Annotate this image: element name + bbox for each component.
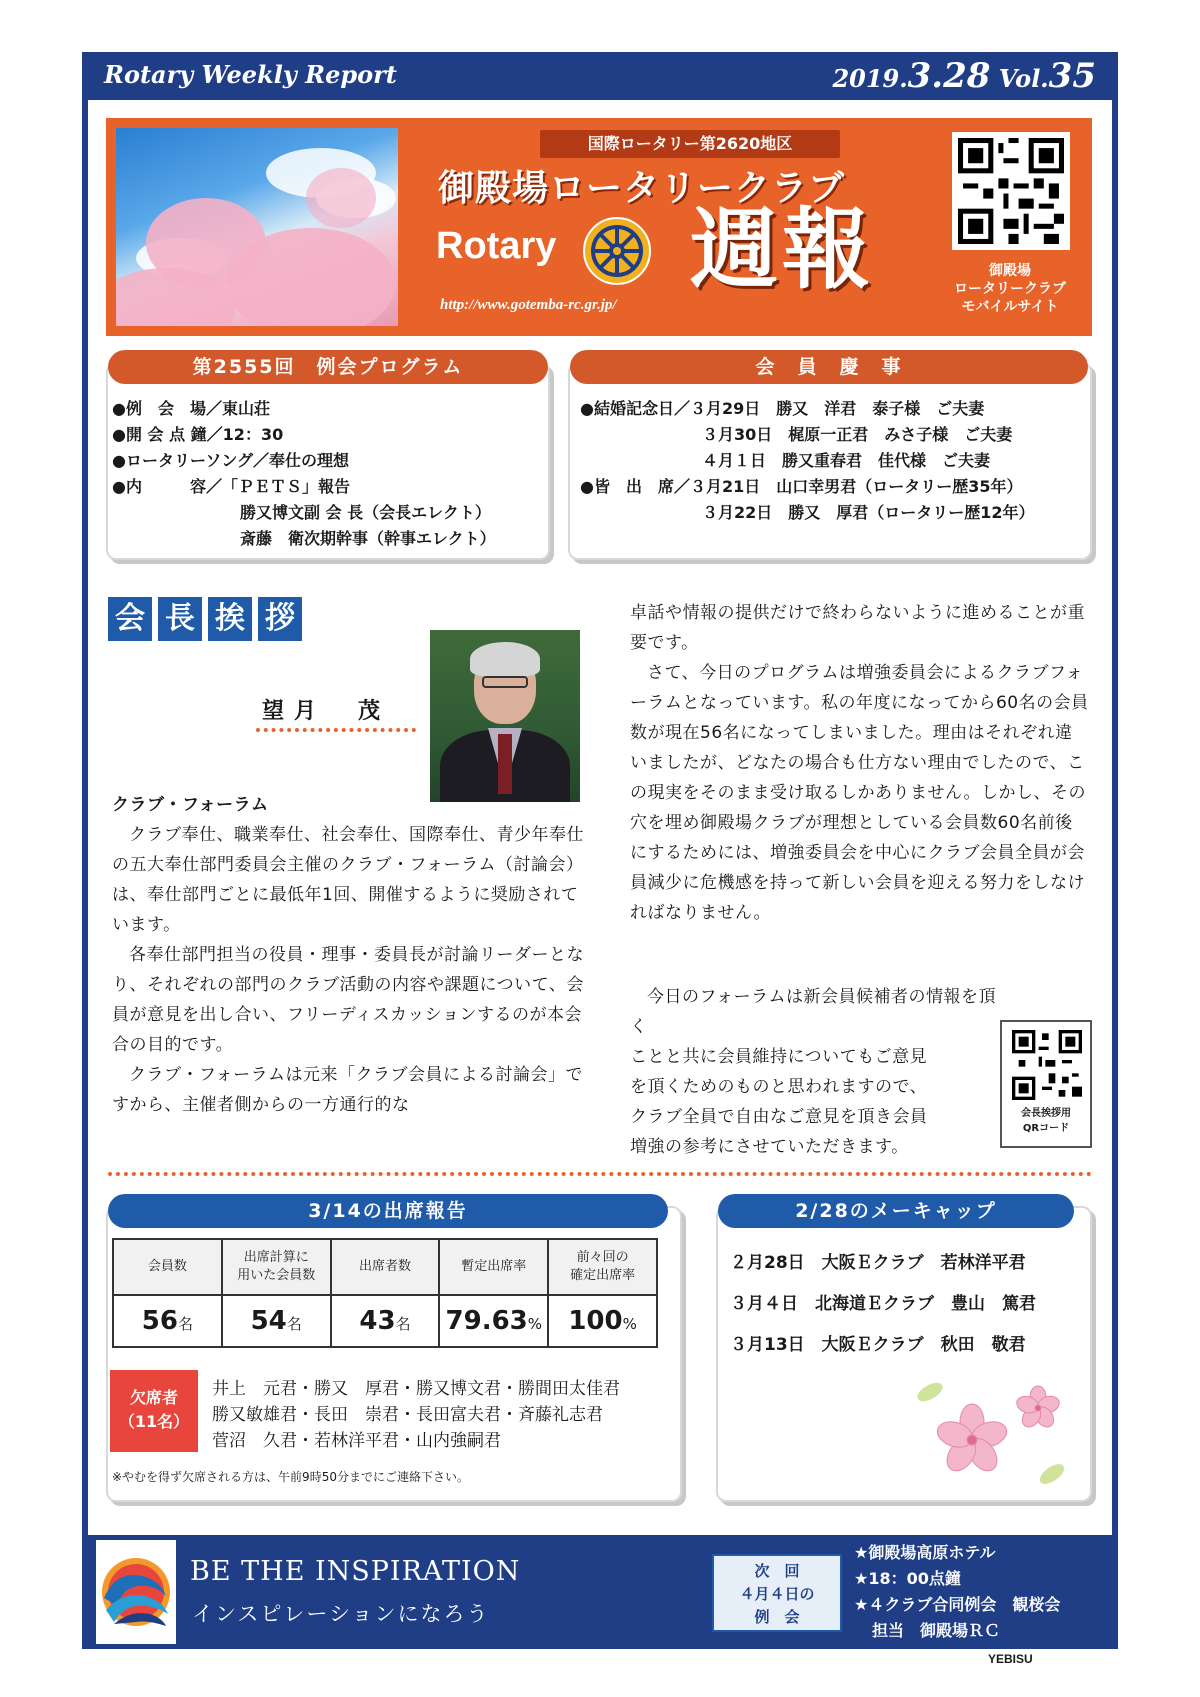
district-label: 国際ロータリー第2620地区: [540, 130, 840, 158]
wave-logo-icon: [96, 1540, 176, 1644]
name-underline: [256, 728, 416, 732]
mobile-site-label: [930, 262, 1090, 316]
mobile-label-line: ロータリークラブ: [954, 281, 1066, 297]
header-members: [113, 1239, 222, 1295]
closing-line: 増強の参考にさせていただきます。: [630, 1137, 909, 1157]
date-day: 3.28: [907, 56, 991, 96]
date-year: 2019.: [832, 64, 908, 93]
header-attendees: [331, 1239, 440, 1295]
makeup-entry-1: ２月28日 大阪Ｅクラブ 若林洋平君: [730, 1253, 1026, 1273]
greeting-closing: [630, 982, 1010, 1162]
heading-char: 拶: [258, 597, 302, 641]
president-name: 望月 茂: [262, 699, 391, 724]
absent-list-2: 勝又敏雄君・長田 崇君・長田富夫君・斉藤礼志君: [212, 1405, 603, 1425]
next-label-line: 次 回: [754, 1562, 800, 1580]
program-speaker-2: 斎藤 衛次期幹事（幹事エレクト）: [240, 529, 496, 548]
sakura-flower-icon: [910, 1374, 1080, 1494]
printer-logo: YEBISU: [988, 1652, 1033, 1666]
qr-label-line: 会長挨拶用: [1021, 1108, 1071, 1119]
next-meeting-event: ★４クラブ合同例会 観桜会: [854, 1595, 1061, 1614]
header-calc-members: [222, 1239, 331, 1295]
qr-label-line: QRコード: [1022, 1123, 1070, 1134]
cherry-blossom-photo: [116, 128, 398, 326]
greeting-paragraph: 卓話や情報の提供だけで終わらないように進めることが重要です。: [630, 603, 1085, 653]
value-number: 54: [250, 1306, 287, 1336]
greeting-paragraph: さて、今日のプログラムは増強委員会によるクラブフォーラムとなっています。私の年度になってから60名の会員数が現在56名になってしまいました。理由はそれぞれ違いましたが、どなたの場合も仕方ない理由でしたので、この現実をそのまま受け取るしかありません。しかし、その穴を埋め御殿場クラブが理想としている会員数60名前後にするためには、増強委員会を中心にクラブ会員全員が会員減少に危機感を持って新しい会員を迎える努力をしなければなりません。: [630, 663, 1089, 923]
header-text: 出席者数: [358, 1259, 411, 1274]
issue-date: [832, 56, 1096, 96]
next-meeting-label: [712, 1554, 842, 1632]
next-meeting-time: ★18：00点鐘: [854, 1569, 961, 1588]
attendance-header-row: [113, 1239, 657, 1295]
absence-note: ※やむを得ず欠席される方は、午前9時50分までにご連絡下さい。: [112, 1470, 469, 1484]
absent-list-1: 井上 元君・勝又 厚君・勝又博文君・勝間田太佳君: [212, 1379, 620, 1399]
value-number: 100: [568, 1306, 623, 1336]
anniversary-1: ●結婚記念日／３月29日 勝又 洋君 泰子様 ご夫妻: [580, 399, 985, 418]
closing-line: ことと共に会員維持についてもご意見: [630, 1047, 928, 1067]
report-title: Rotary Weekly Report: [104, 60, 397, 89]
value-unit: %: [622, 1315, 637, 1333]
header-confirmed-rate: [548, 1239, 657, 1295]
section-divider: [108, 1172, 1092, 1176]
header-provisional-rate: [439, 1239, 548, 1295]
closing-line: クラブ全員で自由なご意見を頂き会員: [630, 1107, 928, 1127]
header-text: 前々回の 確定出席率: [570, 1250, 636, 1283]
header-text: 暫定出席率: [461, 1259, 527, 1274]
value-calc-members: [222, 1295, 331, 1347]
theme-slogan-jp: インスピレーションになろう: [192, 1602, 490, 1626]
makeup-entry-2: ３月４日 北海道Ｅクラブ 豊山 篤君: [730, 1294, 1036, 1314]
attendance-table: [112, 1238, 658, 1348]
perfect-attendance-2: ３月22日 勝又 厚君（ロータリー歴12年）: [702, 503, 1035, 522]
heading-char: 長: [158, 597, 202, 641]
heading-char: 会: [108, 597, 152, 641]
attendance-value-row: [113, 1295, 657, 1347]
rotary-wheel-icon: [582, 216, 652, 286]
value-confirmed-rate: [548, 1295, 657, 1347]
absent-list-3: 菅沼 久君・若林洋平君・山内強嗣君: [212, 1431, 501, 1451]
makeup-title: 2/28のメーキャップ: [718, 1194, 1074, 1228]
greeting-paragraph: クラブ・フォーラムは元来「クラブ会員による討論会」ですから、主催者側からの一方通行的な: [112, 1065, 583, 1115]
value-attendees: [331, 1295, 440, 1347]
value-unit: 名: [177, 1315, 193, 1333]
anniversary-2: ３月30日 梶原一正君 みさ子様 ご夫妻: [702, 425, 1013, 444]
absent-label: [110, 1370, 198, 1452]
program-venue: ●例 会 場／東山荘: [112, 399, 270, 418]
greeting-qr-code[interactable]: [1012, 1030, 1082, 1100]
vol-number: 35: [1048, 56, 1096, 96]
value-number: 43: [359, 1306, 396, 1336]
next-label-line: ４月４日の: [739, 1585, 815, 1603]
next-meeting-host: 担当 御殿場ＲＣ: [872, 1621, 1001, 1640]
greeting-right-column: [630, 598, 1090, 928]
attendance-title: 3/14の出席報告: [108, 1194, 668, 1228]
absent-label-line: （11名）: [118, 1412, 190, 1431]
rotary-wordmark: Rotary: [436, 225, 557, 267]
next-label-line: 例 会: [754, 1608, 800, 1626]
theme-logo: [96, 1540, 176, 1644]
greeting-qr-box[interactable]: [1000, 1020, 1092, 1148]
mobile-label-line: 御殿場: [989, 263, 1031, 279]
program-title: 第2555回 例会プログラム: [108, 350, 548, 384]
program-speaker-1: 勝又博文副 会 長（会長エレクト）: [240, 503, 491, 522]
mobile-label-line: モバイルサイト: [961, 299, 1059, 315]
vol-prefix: Vol.: [998, 64, 1049, 93]
celebrations-title: 会 員 慶 事: [570, 350, 1088, 384]
top-bar: [82, 52, 1118, 100]
value-members: [113, 1295, 222, 1347]
value-provisional-rate: [439, 1295, 548, 1347]
greeting-paragraph: クラブ奉仕、職業奉仕、社会奉仕、国際奉仕、青少年奉仕の五大奉仕部門委員会主催のクラブ・フォーラム（討論会）は、奉仕部門ごとに最低年1回、開催するように奨励されています。: [112, 825, 584, 935]
value-unit: %: [527, 1315, 543, 1333]
value-number: 56: [141, 1306, 178, 1336]
heading-char: 挨: [208, 597, 252, 641]
makeup-entry-3: ３月13日 大阪Ｅクラブ 秋田 敬君: [730, 1335, 1026, 1355]
value-number: 79.63: [445, 1306, 528, 1336]
perfect-attendance-1: ●皆 出 席／３月21日 山口幸男君（ロータリー歴35年）: [580, 477, 1023, 496]
greeting-qr-label: [1002, 1106, 1090, 1136]
anniversary-3: ４月１日 勝又重春君 佳代様 ご夫妻: [702, 451, 991, 470]
closing-line: を頂くためのものと思われますので、: [630, 1077, 928, 1097]
closing-line: 今日のフォーラムは新会員候補者の情報を頂く: [630, 987, 996, 1037]
president-portrait: [430, 630, 580, 802]
program-song: ●ロータリーソング／奉仕の理想: [112, 451, 350, 470]
greeting-subtitle: クラブ・フォーラム: [112, 795, 269, 815]
absent-label-line: 欠席者: [129, 1388, 178, 1407]
website-url[interactable]: http://www.gotemba-rc.gr.jp/: [440, 297, 617, 313]
value-unit: 名: [286, 1315, 302, 1333]
header-text: 出席計算に 用いた会員数: [237, 1250, 316, 1283]
next-meeting-venue: ★御殿場高原ホテル: [854, 1543, 996, 1562]
mobile-site-qr-code[interactable]: [952, 132, 1070, 250]
value-unit: 名: [395, 1315, 411, 1333]
header-text: 会員数: [147, 1259, 187, 1274]
weekly-report-title: 週報: [690, 197, 875, 301]
greeting-left-column: [112, 790, 592, 1120]
program-content: ●内 容／「ＰＥＴＳ」報告: [112, 477, 350, 496]
program-bell: ●開 会 点 鐘／12：30: [112, 425, 284, 444]
theme-slogan-en: BE THE INSPIRATION: [190, 1556, 521, 1587]
greeting-paragraph: 各奉仕部門担当の役員・理事・委員長が討論リーダーとなり、それぞれの部門のクラブ活動の内容や課題について、会員が意見を出し合い、フリーディスカッションするのが本会合の目的です。: [112, 945, 584, 1055]
greeting-heading: [108, 597, 302, 641]
club-name: 御殿場ロータリークラブ: [438, 167, 846, 209]
